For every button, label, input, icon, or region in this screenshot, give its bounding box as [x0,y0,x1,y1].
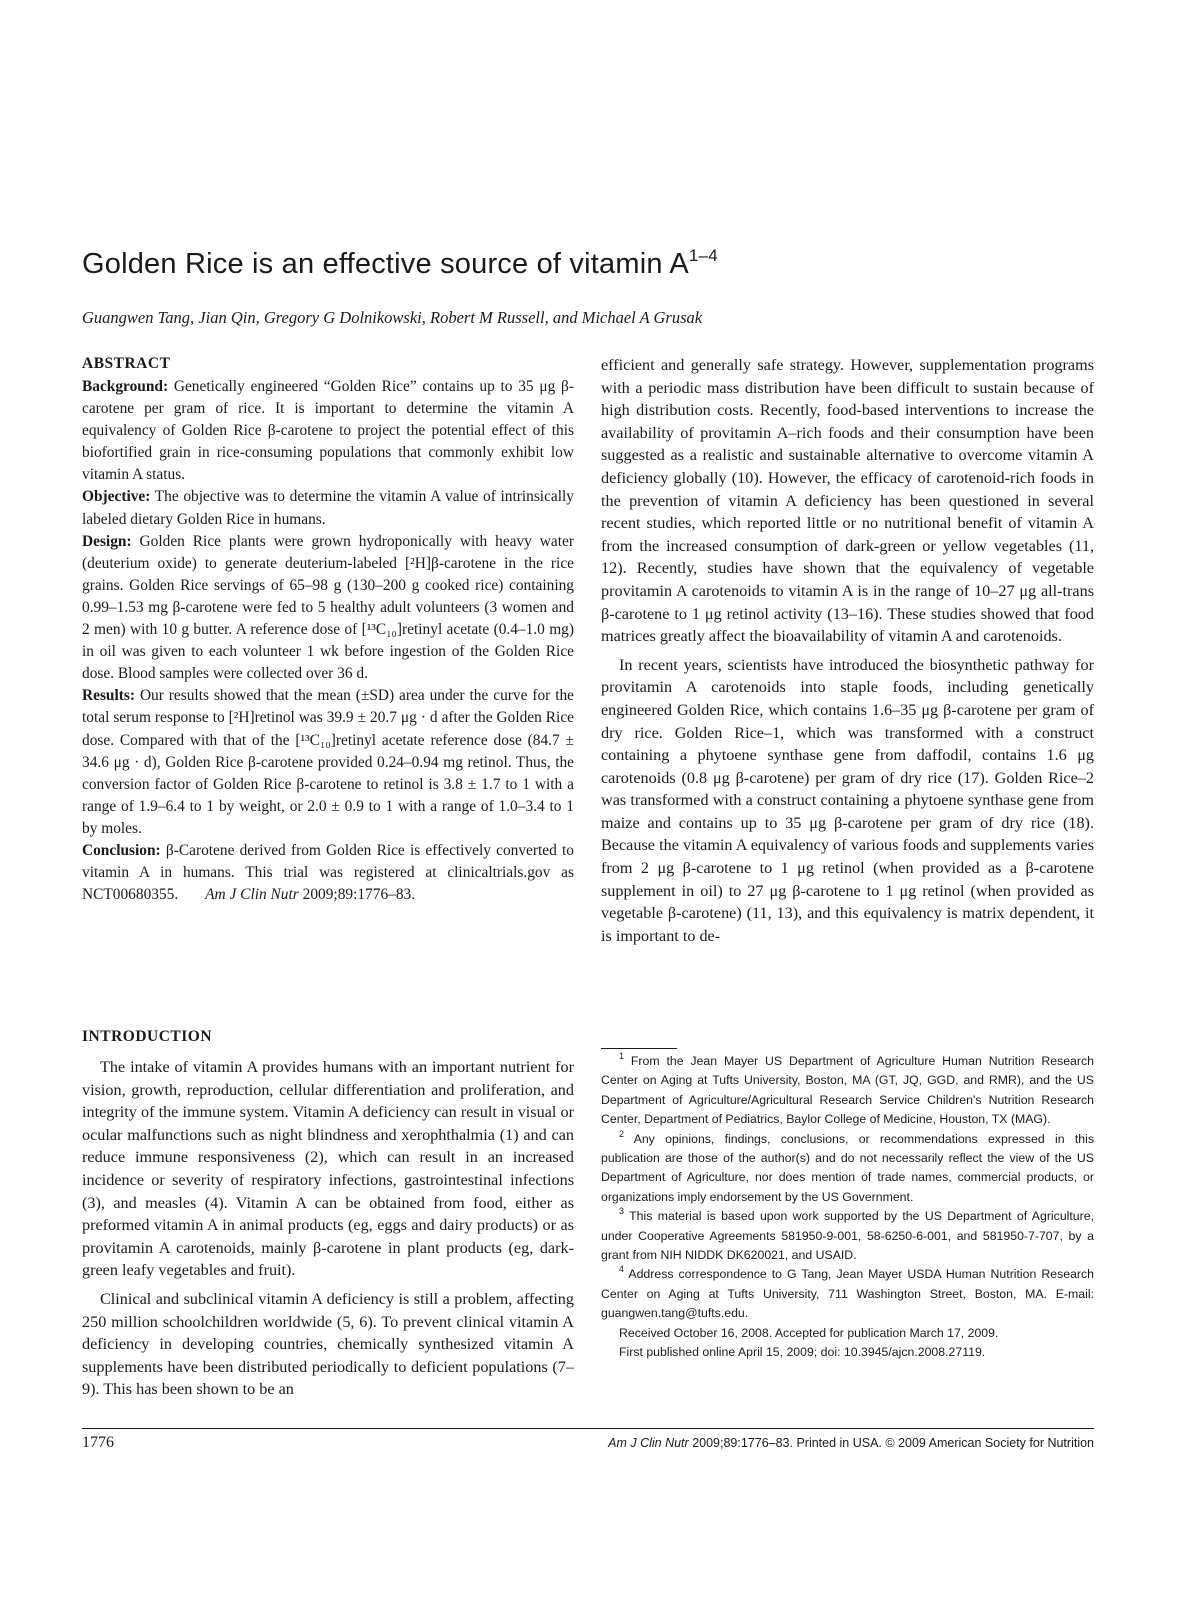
design-text: Golden Rice plants were grown hydroponically with heavy water (deuterium oxide) to generate deuterium-labeled [²H]β-carotene in the rice grains. Golden Rice servings of 65–98 g (130–200 g cooked rice) containing 0.99–1.53 mg β-carotene were fed to 5 healthy adult volunteers (3 women and 2 men) with 10 g butter. A reference dose of [¹³C₁₀]retinyl acetate (0.4–1.0 mg) in oil was given to each volunteer 1 wk before ingestion of the Golden Rice dose. Blood samples were collected over 36 d. [82,532,574,683]
footer-citation [608,1436,1094,1450]
footnote-4-text: Address correspondence to G Tang, Jean Mayer USDA Human Nutrition Research Center on Aging at Tufts University, 711 Washington Street, Boston, MA. E-mail: guangwen.tang@tufts.edu. [601,1267,1094,1321]
page-number: 1776 [82,1434,114,1451]
intro-paragraph-2: Clinical and subclinical vitamin A deficiency is still a problem, affecting 250 million schoolchildren worldwide (5, 6). To prevent clinical vitamin A deficiency in developing countries, chemically synthesized vitamin A supplements have been distributed periodically to deficient populations (7–9). This has been shown to be an [82,1289,574,1399]
footnote-3-text: This material is based upon work supported by the US Department of Agriculture, under Cooperative Agreements 581950-9-001, 58-6250-6-001, and 581950-7-707, by a grant from NIH NIDDK DK620021, and USAID. [601,1209,1094,1263]
footnote-2 [601,1130,1094,1208]
intro-paragraph-3: In recent years, scientists have introduced the biosynthetic pathway for provitamin A carotenoids into staple foods, including genetically engineered Golden Rice, which contains 1.6–35 μg β-carotene per gram of dry rice. Golden Rice–1, which was transformed with a construct containing a phytoene synthase gene from daffodil, contains 1.6 μg carotenoids (0.8 μg β-carotene) per gram of dry rice (17). Golden Rice–2 was transformed with a construct containing a phytoene synthase gene from maize and contains up to 35 μg β-carotene per gram of dry rice (18). Because the vitamin A equivalency of various foods and supplements varies from 2 μg β-carotene to 1 μg retinol (when provided as a β-carotene supplement in oil) to 27 μg β-carotene to 1 μg retinol (when provided as vegetable β-carotene) (11, 13), and this equivalency is matrix dependent, it is important to de- [601,655,1094,945]
footnote-1-mark: 1 [619,1051,625,1061]
footnote-1-text: From the Jean Mayer US Department of Agriculture Human Nutrition Research Center on Aging at Tufts University, Boston, MA (GT, JQ, GGD, and RMR), and the US Department of Agriculture/Agricultural Research Service Children’s Nutrition Research Center, Department of Pediatrics, Baylor College of Medicine, Houston, TX (MAG). [601,1054,1094,1127]
footnote-4 [601,1265,1094,1323]
footnote-4-mark: 4 [619,1264,625,1275]
results-text: Our results showed that the mean (±SD) area under the curve for the total serum response to [²H]retinol was 39.9 ± 20.7 μg · d after the Golden Rice dose. Compared with that of the [¹³C₁₀]retinyl acetate reference dose (84.7 ± 34.6 μg · d), Golden Rice β-carotene provided 0.24–0.94 mg retinol. Thus, the conversion factor of Golden Rice β-carotene to retinol is 3.8 ± 1.7 to 1 with a range of 1.9–6.4 to 1 by weight, or 2.0 ± 0.9 to 1 with a range of 1.0–3.4 to 1 by moles. [82,687,574,837]
footer-citation-text: 2009;89:1776–83. Printed in USA. © 2009 American Society for Nutrition [692,1436,1094,1450]
background-label: Background: [82,378,169,395]
conclusion-text: β-Carotene derived from Golden Rice is effectively converted to vitamin A in humans. This trial was registered at clinicaltrials.gov as NCT00680355. [82,841,574,904]
footnote-1 [601,1052,1094,1130]
first-published: First published online April 15, 2009; doi: 10.3945/ajcn.2008.27119. [619,1345,986,1360]
introduction-heading: INTRODUCTION [82,1028,213,1045]
abstract-citation-journal: Am J Clin Nutr [205,886,299,904]
abstract-background [82,376,574,486]
article-title-text: Golden Rice is an effective source of vitamin A [82,248,689,280]
abstract-conclusion [82,840,574,906]
footnote-3 [601,1207,1094,1265]
intro-paragraph-2-continued: efficient and generally safe strategy. However, supplementation programs with a periodic mass distribution have been difficult to sustain because of high distribution costs. Recently, food-based interventions to increase the availability of provitamin A–rich foods and their consumption have been suggested as a realistic and sustainable alternative to overcome vitamin A deficiency globally (10). However, the efficacy of carotenoid-rich foods in the prevention of vitamin A deficiency has been questioned in several recent studies, which reported little or no nutritional benefit of vitamin A from the increased consumption of dark-green or yellow vegetables (11, 12). Recently, studies have shown that the equivalency of vegetable provitamin A carotenoids to vitamin A is in the range of 10–27 μg all-trans β-carotene to 1 μg retinol activity (13–16). These studies showed that food matrices greatly affect the bioavailability of vitamin A and carotenoids. [601,356,1094,646]
article-title [82,244,718,284]
objective-label: Objective: [82,488,151,506]
abstract-objective [82,486,574,530]
abstract-heading: ABSTRACT [82,355,171,372]
title-footnote-marks: 1–4 [688,246,718,265]
introduction-body-left [82,1056,574,1401]
abstract [82,352,574,906]
footnote-2-mark: 2 [619,1128,625,1139]
footnotes [601,1052,1094,1363]
footer-divider [82,1428,1094,1429]
left-column [82,352,574,1399]
footnote-2-text: Any opinions, findings, conclusions, or recommendations expressed in this publication are those of the author(s) and do not necessarily reflect the view of the US Department of Agriculture, nor does mention of trade names, commercial products, or organizations imply endorsement by the US Government. [601,1131,1094,1204]
author-list: Guangwen Tang, Jian Qin, Gregory G Dolnikowski, Robert M Russell, and Michael A Grusak [82,308,703,327]
footnote-3-mark: 3 [619,1206,625,1217]
conclusion-label: Conclusion: [82,841,161,859]
background-text: Genetically engineered “Golden Rice” contains up to 35 μg β-carotene per gram of rice. It is important to determine the vitamin A equivalency of Golden Rice β-carotene to project the potential effect of this biofortified grain in rice-consuming populations that commonly exhibit low vitamin A status. [82,378,574,484]
abstract-design [82,531,574,686]
abstract-citation: 2009;89:1776–83. [302,886,416,904]
objective-text: The objective was to determine the vitamin A value of intrinsically labeled dietary Golden Rice in humans. [82,488,574,528]
results-label: Results: [82,687,136,705]
footer-journal: Am J Clin Nutr [608,1436,689,1450]
abstract-results [82,685,574,840]
right-column [601,354,1094,947]
intro-paragraph-1: The intake of vitamin A provides humans with an important nutrient for vision, growth, reproduction, cellular differentiation and proliferation, and integrity of the immune system. Vitamin A deficiency can result in visual or ocular malfunctions such as night blindness and xerophthalmia (1) and can reduce immune responsiveness (2), which can result in an increased incidence or severity of respiratory infections, gastrointestinal infections (3), and measles (4). Vitamin A can be obtained from food, either as preformed vitamin A in animal products (eg, eggs and dairy products) or as provitamin A carotenoids, mainly β-carotene in plant products (eg, dark-green leafy vegetables and fruit). [82,1058,574,1280]
received-dates: Received October 16, 2008. Accepted for publication March 17, 2009. [619,1325,999,1340]
footnote-divider [601,1048,677,1049]
design-label: Design: [82,532,132,550]
